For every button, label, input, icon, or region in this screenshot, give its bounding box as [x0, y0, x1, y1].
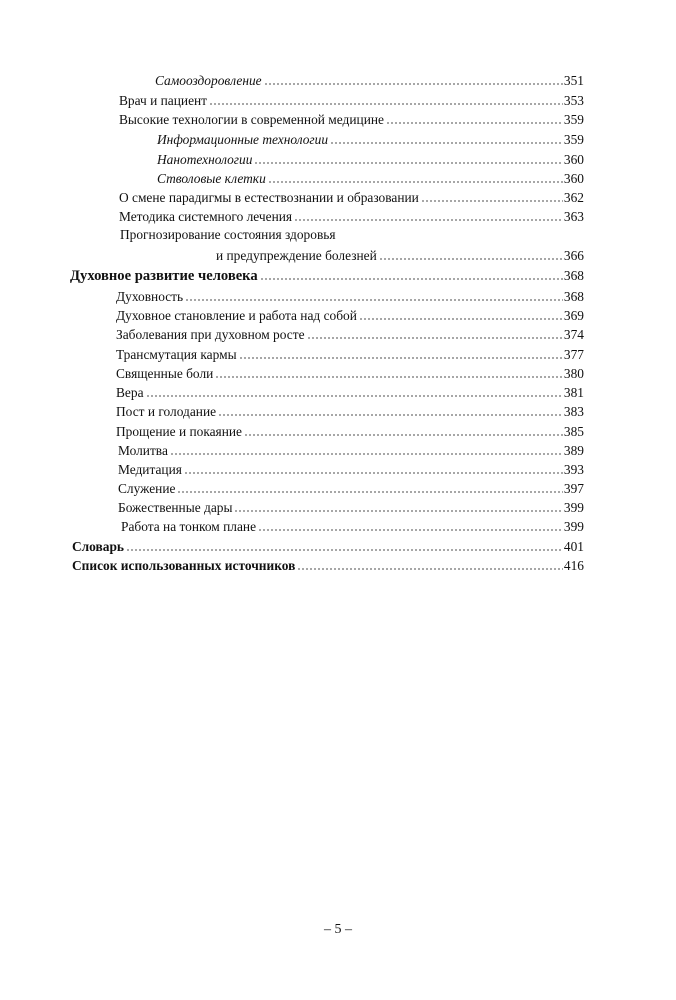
toc-chapter[interactable] [72, 537, 584, 555]
page-number: – 5 – [324, 922, 352, 937]
toc-entry-title: Духовное становление и работа над собой [116, 308, 357, 323]
toc-entry-page: 416 [563, 558, 584, 573]
toc-entry-page: 368 [563, 268, 584, 283]
toc-entry[interactable] [119, 207, 584, 225]
toc-entry[interactable] [119, 110, 584, 128]
dot-leader [330, 133, 563, 145]
dot-leader [239, 348, 563, 360]
dot-leader [170, 444, 563, 456]
toc-entry[interactable] [116, 364, 584, 382]
toc-entry-title: Священные боли [116, 366, 214, 381]
toc-entry-title: Врач и пациент [119, 93, 208, 108]
dot-leader [215, 367, 563, 379]
toc-entry[interactable] [121, 517, 584, 535]
toc-entry-title: О смене парадигмы в естествознании и образовании [119, 190, 419, 205]
toc-entry-title: Стволовые клетки [157, 171, 266, 186]
dot-leader [184, 463, 563, 475]
toc-entry[interactable] [157, 169, 584, 187]
toc-entry-page: 363 [563, 209, 584, 224]
toc-entry[interactable] [116, 287, 584, 305]
toc-entry[interactable] [116, 383, 584, 401]
toc-entry-page: 380 [563, 366, 584, 381]
toc-entry[interactable] [118, 460, 584, 478]
dot-leader [307, 328, 563, 340]
toc-entry-page: 401 [563, 539, 584, 554]
toc-entry-title: Самооздоровление [155, 73, 262, 88]
toc-entry-page: 366 [563, 248, 584, 263]
toc-entry-page: 374 [563, 327, 584, 342]
toc-entry-page: 393 [563, 462, 584, 477]
toc-entry-title: Трансмутация кармы [116, 347, 237, 362]
toc-entry[interactable] [116, 325, 584, 343]
toc-entry-page: 369 [563, 308, 584, 323]
toc-entry-page: 383 [563, 404, 584, 419]
toc-entry-title: Вера [116, 385, 144, 400]
toc-entry-page: 362 [563, 190, 584, 205]
toc-entry-page: 368 [563, 289, 584, 304]
toc-entry-page: 359 [563, 132, 584, 147]
dot-leader [185, 290, 563, 302]
toc-entry[interactable] [116, 345, 584, 363]
dot-leader [218, 405, 563, 417]
toc-entry-page: 385 [563, 424, 584, 439]
toc-entry[interactable] [118, 441, 584, 459]
toc-entry-page: 399 [563, 500, 584, 515]
toc-entry[interactable] [116, 306, 584, 324]
toc-entry[interactable] [118, 479, 584, 497]
dot-leader [177, 482, 562, 494]
dot-leader [297, 559, 563, 571]
toc-entry[interactable] [157, 130, 584, 148]
dot-leader [209, 94, 563, 106]
toc-entry-title: Методика системного лечения [119, 209, 293, 224]
toc-entry[interactable] [157, 150, 584, 168]
toc-entry-page: 399 [563, 519, 584, 534]
dot-leader [379, 249, 563, 261]
toc-entry-page: 377 [563, 347, 584, 362]
toc-entry[interactable] [118, 498, 584, 516]
dot-leader [126, 540, 563, 552]
toc-entry[interactable] [116, 422, 584, 440]
toc-entry-page: 351 [563, 73, 584, 88]
toc-entry-title: Духовность [116, 289, 184, 304]
toc-entry-title: Информационные технологии [157, 132, 329, 147]
toc-chapter-title: Словарь [72, 539, 124, 554]
toc-entry[interactable] [216, 246, 584, 264]
dot-leader [359, 309, 563, 321]
toc-entry-page: 353 [563, 93, 584, 108]
toc-entry-title-line2: и предупреждение болезней [216, 248, 377, 263]
toc-entry-title: Медитация [118, 462, 182, 477]
toc-chapter-title: Список использованных источников [72, 558, 296, 573]
toc-entry-title: Пост и голодание [116, 404, 217, 419]
toc-entry-page: 360 [563, 152, 584, 167]
dot-leader [421, 191, 563, 203]
toc-entry-page: 381 [563, 385, 584, 400]
toc-chapter[interactable] [72, 556, 584, 574]
toc-entry-title: Нанотехнологии [157, 152, 253, 167]
dot-leader [254, 153, 563, 165]
toc-chapter-title: Духовное развитие человека [70, 268, 258, 284]
toc-entry-page: 360 [563, 171, 584, 186]
toc-entry-title-line1: Прогнозирование состояния здоровья [120, 227, 336, 242]
toc-entry[interactable] [119, 91, 584, 109]
dot-leader [268, 172, 563, 184]
toc-entry-title: Молитва [118, 443, 168, 458]
toc-entry-title: Высокие технологии в современной медицине [119, 112, 384, 127]
dot-leader [244, 425, 563, 437]
toc-entry-title: Служение [118, 481, 176, 496]
toc-entry-title: Работа на тонком плане [121, 519, 257, 534]
toc-entry-title: Прощение и покаяние [116, 424, 242, 439]
toc-entry[interactable] [119, 188, 584, 206]
dot-leader [294, 210, 563, 222]
dot-leader [146, 386, 563, 398]
dot-leader [258, 520, 563, 532]
toc-entry[interactable] [116, 402, 584, 420]
dot-leader [264, 74, 563, 86]
toc-entry-page: 359 [563, 112, 584, 127]
dot-leader [234, 501, 562, 513]
toc-entry-title: Божественные дары [118, 500, 233, 515]
toc-entry[interactable] [155, 71, 584, 89]
dot-leader [260, 269, 563, 281]
toc-entry-page: 389 [563, 443, 584, 458]
toc-chapter[interactable] [70, 266, 584, 284]
toc-entry-title: Заболевания при духовном росте [116, 327, 305, 342]
dot-leader [386, 113, 563, 125]
toc-entry-page: 397 [563, 481, 584, 496]
